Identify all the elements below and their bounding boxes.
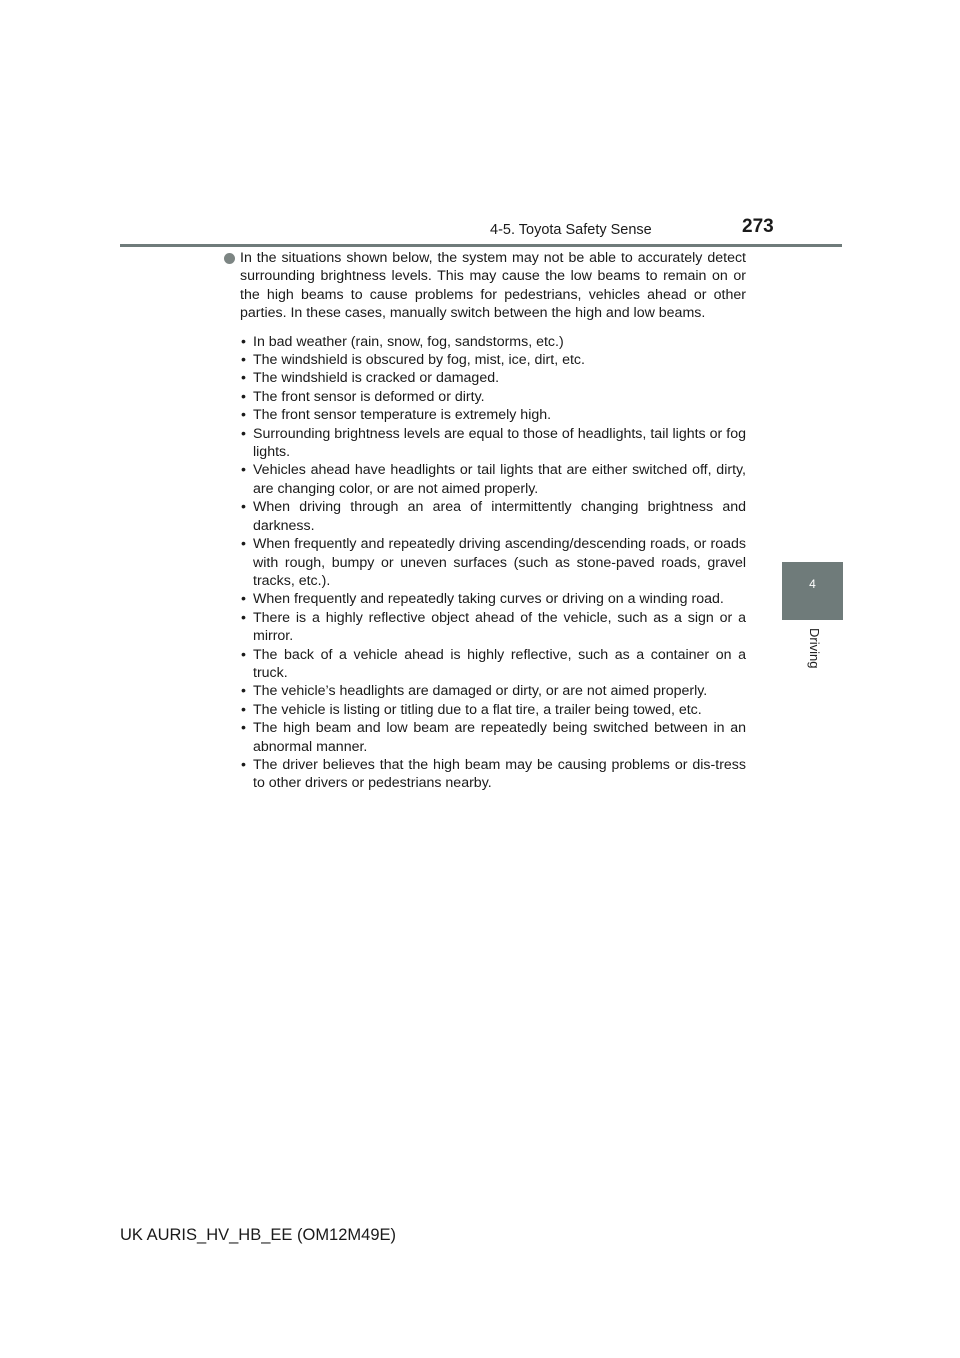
- list-item: • Vehicles ahead have headlights or tail lights that are either switched off, dirty, are changing color, or are not aimed properly.: [241, 461, 746, 498]
- header-section-title: 4-5. Toyota Safety Sense: [490, 222, 652, 238]
- chapter-tab: [782, 562, 843, 620]
- header-divider: [120, 244, 842, 247]
- list-item: • The vehicle’s headlights are damaged or dirty, or are not aimed properly.: [241, 682, 746, 700]
- list-item: • When frequently and repeatedly taking curves or driving on a winding road.: [241, 590, 746, 608]
- circle-bullet-icon: [224, 253, 235, 264]
- chapter-number: 4: [809, 577, 816, 591]
- list-item: • The back of a vehicle ahead is highly reflective, such as a container on a truck.: [241, 646, 746, 683]
- list-item: • The high beam and low beam are repeatedly being switched between in an abnormal manner.: [241, 719, 746, 756]
- list-item: • When frequently and repeatedly driving ascending/descending roads, or roads with rough, bumpy or uneven surfaces (such as stone-paved roads, gravel tracks, etc.).: [241, 535, 746, 590]
- list-item: • In bad weather (rain, snow, fog, sandstorms, etc.): [241, 333, 746, 351]
- footer-model-code: UK AURIS_HV_HB_EE (OM12M49E): [120, 1226, 397, 1244]
- list-item: • The windshield is obscured by fog, mist, ice, dirt, etc.: [241, 351, 746, 369]
- list-item: • There is a highly reflective object ahead of the vehicle, such as a sign or a mirror.: [241, 609, 746, 646]
- intro-paragraph: [224, 249, 746, 323]
- intro-text: In the situations shown below, the system may not be able to accurately detect surrounding brightness levels. This may cause the low beams to remain on or the high beams to cause problems for pedestrians, vehicles ahead or other parties. In these cases, manually switch between the high and low beams.: [240, 250, 746, 322]
- list-item: • The windshield is cracked or damaged.: [241, 369, 746, 387]
- list-item: • The vehicle is listing or titling due to a flat tire, a trailer being towed, etc.: [241, 701, 746, 719]
- chapter-title: Driving: [807, 628, 822, 669]
- list-item: • The front sensor is deformed or dirty.: [241, 388, 746, 406]
- list-item: • Surrounding brightness levels are equal to those of headlights, tail lights or fog lights.: [241, 425, 746, 462]
- list-item: • When driving through an area of intermittently changing brightness and darkness.: [241, 498, 746, 535]
- page-number: 273: [742, 216, 774, 237]
- conditions-list: [224, 333, 746, 793]
- list-item: • The driver believes that the high beam may be causing problems or dis-tress to other drivers or pedestrians nearby.: [241, 756, 746, 793]
- main-content: [224, 249, 746, 793]
- list-item: • The front sensor temperature is extremely high.: [241, 406, 746, 424]
